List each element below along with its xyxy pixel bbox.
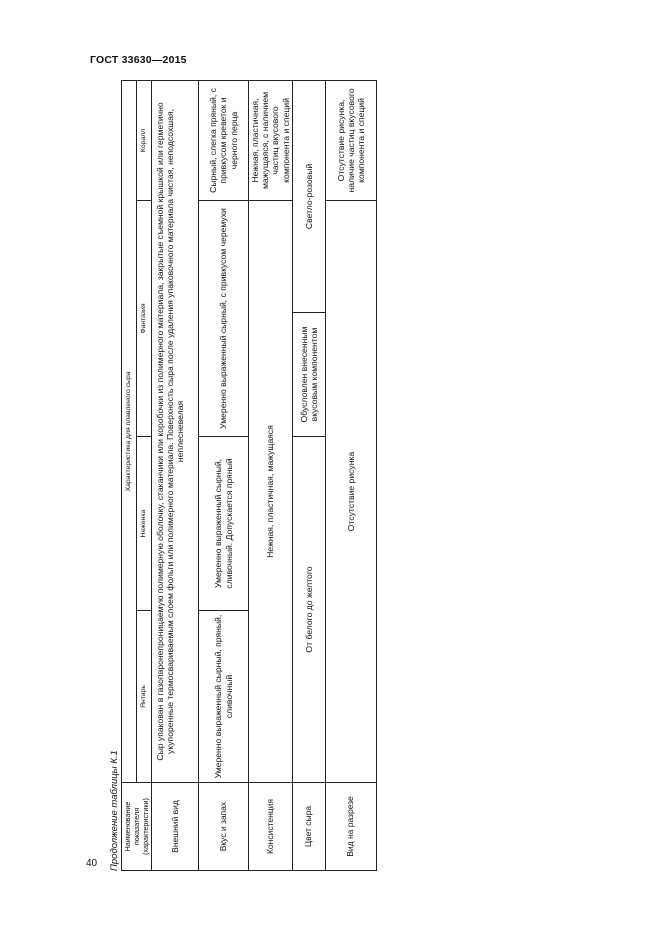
variety-header-nezhenka: Неженка: [137, 437, 152, 611]
row-name-consistency: Консистенция: [249, 783, 293, 871]
variety-header-fantaziya: Фантазия: [137, 201, 152, 437]
appearance-text-cell: [152, 80, 199, 782]
group-header-cell: Характеристика для плавленого сыра: [122, 80, 137, 782]
row-name-color: Цвет сыра: [292, 783, 325, 871]
color-korall-cell: Светло-розовый: [292, 80, 325, 312]
color-fantaziya-cell: Обусловлен внесенным вкусовым компонентом: [292, 313, 325, 437]
variety-header-yantar: Янтарь: [137, 611, 152, 783]
indicator-header-cell: Наименование показателя (характеристики): [122, 783, 152, 871]
taste-korall-cell: Сырный, слегка пряный, с привкусом креветок и черного перца: [199, 80, 249, 200]
cut-common-cell: Отсутствие рисунка: [325, 201, 376, 783]
taste-nezhenka-cell: Умеренно выраженный сырный, сливочный. Допускается пряный: [199, 437, 249, 611]
variety-header-korall: Коралл: [137, 80, 152, 200]
taste-fantaziya-cell: Умеренно выраженный сырный, с привкусом черемухи: [199, 201, 249, 437]
color-common-cell: От белого до желтого: [292, 437, 325, 783]
consistency-common-cell: Нежная, пластичная, мажущаяся: [249, 201, 293, 783]
blank-line: [185, 84, 195, 779]
appearance-text: Сыр упакован в газопаронепроницаемую полимерную оболочку, стаканчики или коробочки из полимерного материала, закрытые съемной крышкой или герметично укупоренные термосвариваемым слоем фольги или полимерного материала. Поверхность сыра после удаления упаковочного материала чистая, неподсохшая, неплесневелая: [154, 102, 186, 761]
table-caption: Продолжение таблицы К.1: [109, 750, 120, 871]
rotated-table-block: [109, 81, 365, 871]
cut-korall-cell: Отсутствие рисунка, наличие частиц вкусового компонента и специй: [325, 80, 376, 200]
taste-yantar-cell: Умеренно выраженный сырный, пряный, сливочный: [199, 611, 249, 783]
spec-table: [121, 80, 377, 871]
row-name-cut: Вид на разрезе: [325, 783, 376, 871]
row-name-appearance: Внешний вид: [152, 783, 199, 871]
row-name-taste: Вкус и запах: [199, 783, 249, 871]
page-number: 40: [86, 858, 98, 869]
document-header: ГОСТ 33630—2015: [90, 54, 187, 66]
consistency-korall-cell: Нежная, пластичная, мажущаяся, с наличием частиц вкусового компонента и специй: [249, 80, 293, 200]
